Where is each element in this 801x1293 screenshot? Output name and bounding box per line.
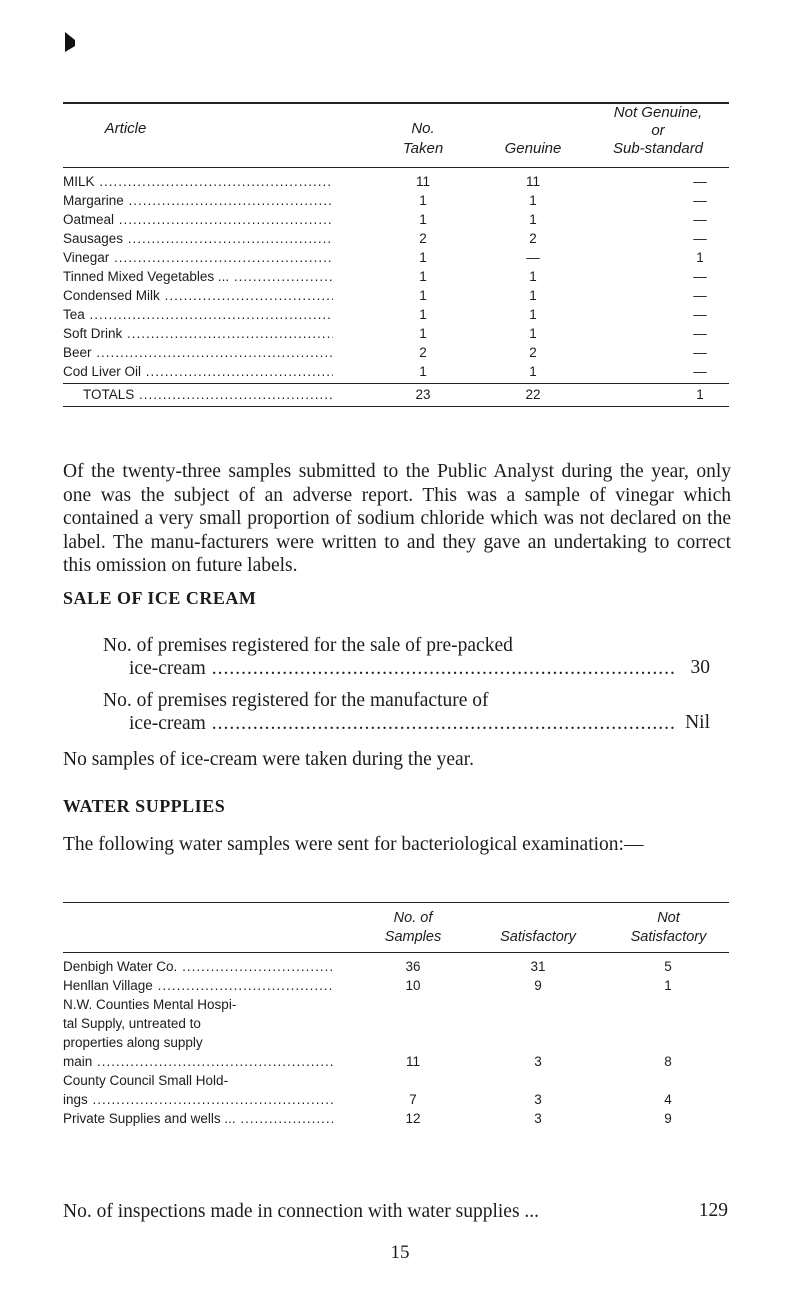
genuine-cell: 1 — [529, 193, 537, 208]
col-not-2: Satisfactory — [630, 929, 707, 945]
food-table-totals — [63, 384, 729, 406]
not-satisfactory-cell: 9 — [664, 1111, 672, 1126]
food-table-body — [63, 168, 729, 381]
totals-genuine: 22 — [525, 387, 541, 402]
col-satisfactory: Satisfactory — [500, 929, 576, 945]
not-genuine-cell: — — [693, 364, 707, 379]
ice-cream-note: No samples of ice-cream were taken during the year. — [63, 749, 474, 770]
ice-cream-item2-line2: ice-cream ..... — [129, 712, 674, 736]
satisfactory-cell: 9 — [534, 978, 542, 993]
article-name: Soft Drink — [63, 326, 123, 341]
taken-cell: 1 — [419, 193, 427, 208]
col-samples-1: No. of — [393, 910, 433, 926]
analyst-paragraph: Of the twenty-three samples submitted to the Public Analyst during the year, only one was the subject of an adverse report. This was a sample of vinegar which contained a very small proportion of sodium chloride which was not declared on the label. The manu-facturers were written to and they gave an undertaking to correct this omission on future labels. — [63, 461, 731, 576]
supply-name-line: main — [63, 1054, 93, 1069]
table-row — [63, 976, 729, 995]
samples-cell: 12 — [405, 1111, 421, 1126]
supply-name-line: Private Supplies and wells ... — [63, 1111, 236, 1126]
satisfactory-cell: 3 — [534, 1054, 542, 1069]
totals-taken: 23 — [415, 387, 431, 402]
taken-cell: 1 — [419, 288, 427, 303]
supply-name-line: ings — [63, 1092, 88, 1107]
satisfactory-cell: 3 — [534, 1092, 542, 1107]
col-not-genuine-1: Not Genuine, — [613, 104, 703, 121]
totals-label: TOTALS — [83, 387, 135, 402]
ice-cream-item1-line2: ice-cream ..... — [129, 657, 674, 681]
table-row — [63, 172, 729, 191]
supply-name-line: N.W. Counties Mental Hospi- — [63, 997, 237, 1012]
article-name: Tinned Mixed Vegetables ... — [63, 269, 230, 284]
genuine-cell: 1 — [529, 326, 537, 341]
not-satisfactory-cell: 4 — [664, 1092, 672, 1107]
not-satisfactory-cell: 8 — [664, 1054, 672, 1069]
table-row — [63, 324, 729, 343]
food-samples-table — [63, 102, 729, 407]
col-article: Article — [104, 120, 147, 137]
not-satisfactory-cell: 5 — [664, 959, 672, 974]
table-row — [63, 286, 729, 305]
table-row — [63, 343, 729, 362]
water-table-header — [63, 903, 729, 952]
col-not-genuine-3: Sub-standard — [612, 140, 704, 157]
taken-cell: 11 — [415, 174, 430, 189]
not-satisfactory-cell: 1 — [664, 978, 672, 993]
not-genuine-cell: — — [693, 212, 707, 227]
ice-cream-item2-value: Nil — [685, 712, 710, 733]
water-table-body — [63, 953, 729, 1128]
genuine-cell: 1 — [529, 269, 537, 284]
not-genuine-cell: — — [693, 174, 707, 189]
table-row — [63, 362, 729, 381]
taken-cell: 1 — [419, 307, 427, 322]
article-name: Oatmeal — [63, 212, 115, 227]
taken-cell: 1 — [419, 364, 427, 379]
not-genuine-cell: — — [693, 288, 707, 303]
table-row — [63, 267, 729, 286]
inspections-value: 129 — [698, 1200, 728, 1221]
col-no-taken-2: Taken — [402, 140, 444, 157]
genuine-cell: 2 — [529, 345, 537, 360]
genuine-cell: 1 — [529, 288, 537, 303]
taken-cell: 1 — [419, 326, 427, 341]
not-genuine-cell: — — [693, 269, 707, 284]
supply-name-line: Henllan Village — [63, 978, 153, 993]
ice-cream-item1-value: 30 — [690, 657, 710, 678]
article-name: Condensed Milk — [63, 288, 160, 303]
not-genuine-cell: — — [693, 193, 707, 208]
taken-cell: 1 — [419, 212, 427, 227]
col-samples-2: Samples — [384, 929, 442, 945]
not-genuine-cell: — — [693, 326, 707, 341]
supply-name-line: Denbigh Water Co. — [63, 959, 178, 974]
page-number: 15 — [390, 1242, 410, 1263]
article-name: Margarine — [63, 193, 124, 208]
table-row — [63, 1109, 729, 1128]
genuine-cell: 2 — [529, 231, 537, 246]
genuine-cell: 1 — [529, 364, 537, 379]
col-genuine: Genuine — [504, 140, 562, 157]
samples-cell: 36 — [405, 959, 421, 974]
samples-cell: 7 — [409, 1092, 417, 1107]
table-row — [63, 1071, 729, 1109]
table-row — [63, 957, 729, 976]
supply-name-line: properties along supply — [63, 1035, 203, 1050]
not-genuine-cell: 1 — [696, 250, 704, 265]
article-name: Cod Liver Oil — [63, 364, 142, 379]
taken-cell: 2 — [419, 231, 427, 246]
table-row — [63, 191, 729, 210]
totals-not: 1 — [696, 387, 704, 402]
article-name: Sausages — [63, 231, 124, 246]
article-name: Vinegar — [63, 250, 110, 265]
genuine-cell: 1 — [529, 307, 537, 322]
taken-cell: 2 — [419, 345, 427, 360]
samples-cell: 10 — [405, 978, 421, 993]
table-row — [63, 248, 729, 267]
not-genuine-cell: — — [693, 345, 707, 360]
genuine-cell: 11 — [525, 174, 540, 189]
food-table-header — [63, 104, 729, 167]
taken-cell: 1 — [419, 269, 427, 284]
water-intro: The following water samples were sent for bacteriological examination:— — [63, 834, 644, 855]
supply-name-line: County Council Small Hold- — [63, 1073, 229, 1088]
satisfactory-cell: 31 — [530, 959, 546, 974]
col-no-taken-1: No. — [411, 120, 435, 137]
table-row — [63, 305, 729, 324]
ice-cream-item2-line1: No. of premises registered for the manufacture of — [103, 690, 489, 711]
ice-cream-item1-line1: No. of premises registered for the sale of pre-packed — [103, 635, 513, 656]
supply-name-line: tal Supply, untreated to — [63, 1016, 201, 1031]
water-samples-table — [63, 902, 729, 1128]
page-corner-mark — [63, 30, 77, 54]
col-not-genuine-2: or — [651, 122, 665, 139]
table-row — [63, 229, 729, 248]
genuine-cell: — — [526, 250, 540, 265]
table-row — [63, 210, 729, 229]
ice-cream-heading: SALE OF ICE CREAM — [63, 588, 257, 608]
table-row — [63, 995, 729, 1071]
inspections-label: No. of inspections made in connection with water supplies ... — [63, 1201, 540, 1222]
not-genuine-cell: — — [693, 307, 707, 322]
samples-cell: 11 — [405, 1054, 420, 1069]
water-heading: WATER SUPPLIES — [63, 796, 226, 816]
genuine-cell: 1 — [529, 212, 537, 227]
article-name: Tea — [63, 307, 85, 322]
taken-cell: 1 — [419, 250, 427, 265]
not-genuine-cell: — — [693, 231, 707, 246]
article-name: Beer — [63, 345, 92, 360]
satisfactory-cell: 3 — [534, 1111, 542, 1126]
col-not-1: Not — [657, 910, 680, 926]
article-name: MILK — [63, 174, 95, 189]
